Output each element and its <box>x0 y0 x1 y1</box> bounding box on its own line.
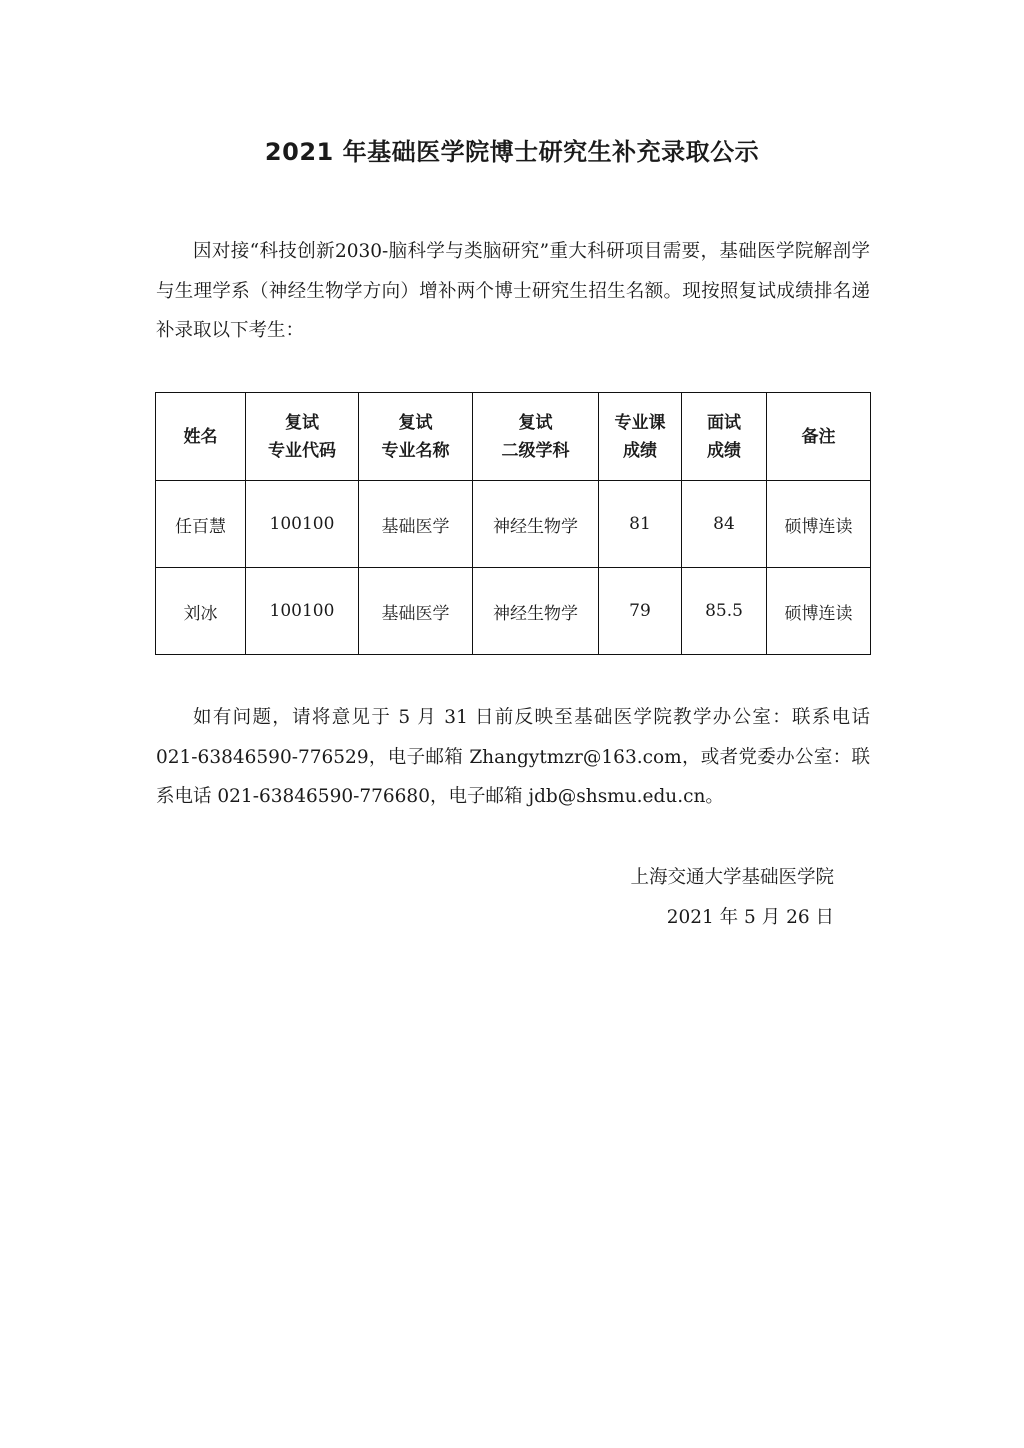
contact-paragraph: 如有问题，请将意见于 5 月 31 日前反映至基础医学院教学办公室：联系电话 021-63846590-776529，电子邮箱 Zhangytmzr@163.com，或者党委办公室：联系电话 021-63846590-776680，电子邮箱 jdb@shsmu.edu.cn。 <box>156 707 870 807</box>
cell-major-code: 100100 <box>246 568 359 655</box>
header-major-code: 复试 专业代码 <box>246 393 359 481</box>
document-title: 2021 年基础医学院博士研究生补充录取公示 <box>264 138 760 166</box>
cell-course-score: 79 <box>599 568 682 655</box>
header-remarks: 备注 <box>767 393 871 481</box>
signature-date: 2021 年 5 月 26 日 <box>666 907 834 928</box>
cell-major-name: 基础医学 <box>359 481 473 568</box>
cell-name: 任百慧 <box>156 481 246 568</box>
cell-subdiscipline: 神经生物学 <box>473 568 599 655</box>
cell-subdiscipline: 神经生物学 <box>473 481 599 568</box>
cell-course-score: 81 <box>599 481 682 568</box>
header-major-name: 复试 专业名称 <box>359 393 473 481</box>
cell-major-code: 100100 <box>246 481 359 568</box>
intro-paragraph: 因对接“科技创新2030-脑科学与类脑研究”重大科研项目需要，基础医学院解剖学与生理学系（神经生物学方向）增补两个博士研究生招生名额。现按照复试成绩排名递补录取以下考生： <box>156 241 870 341</box>
header-name: 姓名 <box>156 393 246 481</box>
cell-major-name: 基础医学 <box>359 568 473 655</box>
header-course-score: 专业课 成绩 <box>599 393 682 481</box>
signature-organization: 上海交通大学基础医学院 <box>630 867 834 888</box>
cell-interview-score: 85.5 <box>682 568 767 655</box>
header-subdiscipline: 复试 二级学科 <box>473 393 599 481</box>
cell-interview-score: 84 <box>682 481 767 568</box>
table-row <box>156 481 871 568</box>
cell-name: 刘冰 <box>156 568 246 655</box>
table-header-row <box>156 393 871 481</box>
header-interview-score: 面试 成绩 <box>682 393 767 481</box>
table-row <box>156 568 871 655</box>
cell-remarks: 硕博连读 <box>767 481 871 568</box>
admission-table <box>155 392 871 655</box>
cell-remarks: 硕博连读 <box>767 568 871 655</box>
